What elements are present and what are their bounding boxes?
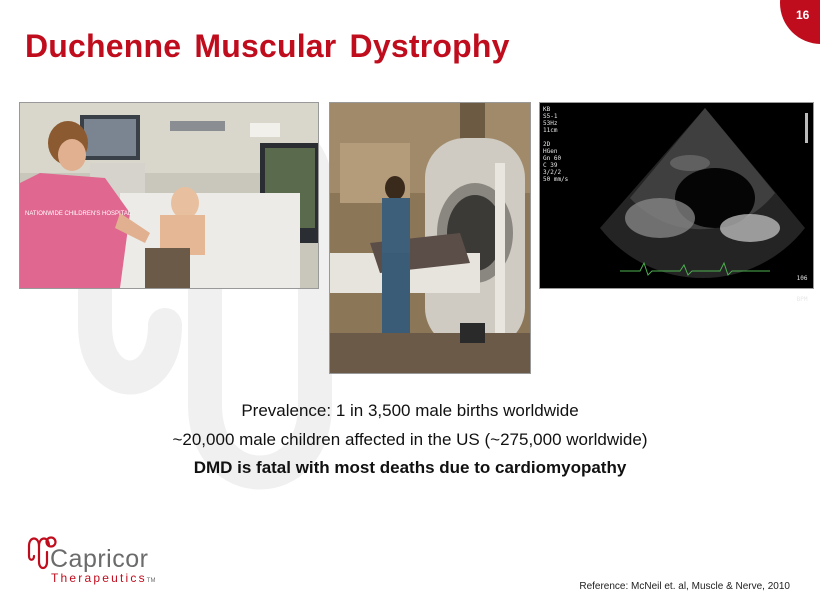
echo-overlay-line	[543, 134, 568, 141]
echo-overlay-line: 50 mm/s	[543, 176, 569, 183]
echo-overlay-line: KB	[543, 106, 551, 113]
prevalence-text: Prevalence: 1 in 3,500 male births worldwide	[241, 401, 579, 420]
photo-child-echocardiogram	[20, 103, 318, 288]
echo-overlay-line: S5-1	[543, 113, 558, 120]
echo-overlay-line: HGen	[543, 148, 558, 155]
echo-overlay-line: 53Hz	[543, 120, 558, 127]
echo-overlay-line: 11cm	[543, 127, 558, 134]
logo-subtitle-text: Therapeutics	[51, 571, 147, 585]
slide-title: Duchenne Muscular Dystrophy	[25, 28, 510, 64]
echo-overlay-text	[543, 106, 568, 183]
echo-heart-rate-unit: BPM	[796, 296, 808, 303]
photo-mri-scanner	[330, 103, 530, 373]
echo-overlay-line: C 39	[543, 162, 558, 169]
reference-citation: Reference: McNeil et. al, Muscle & Nerve, 2010	[579, 581, 790, 592]
logo-subtitle	[51, 571, 155, 585]
logo-name: Capricor	[50, 545, 149, 573]
photo-echocardiogram-image	[540, 103, 813, 288]
affected-children-text: ~20,000 male children affected in the US (~275,000 worldwide)	[172, 430, 648, 449]
fatality-text: DMD is fatal with most deaths due to cardiomyopathy	[193, 458, 627, 477]
page-number: 16	[796, 8, 810, 22]
echo-heart-rate	[793, 261, 807, 317]
hospital-shirt-text: NATIONWIDE CHILDREN'S HOSPITAL	[25, 211, 132, 217]
echo-overlay-line: Gn 60	[543, 155, 562, 162]
page-number-badge	[780, 0, 820, 44]
echo-heart-rate-value: 106	[796, 275, 808, 282]
echo-overlay-line: 2D	[543, 141, 551, 148]
echo-overlay-line: 3/2/2	[543, 169, 562, 176]
trademark-symbol: TM	[146, 578, 156, 584]
